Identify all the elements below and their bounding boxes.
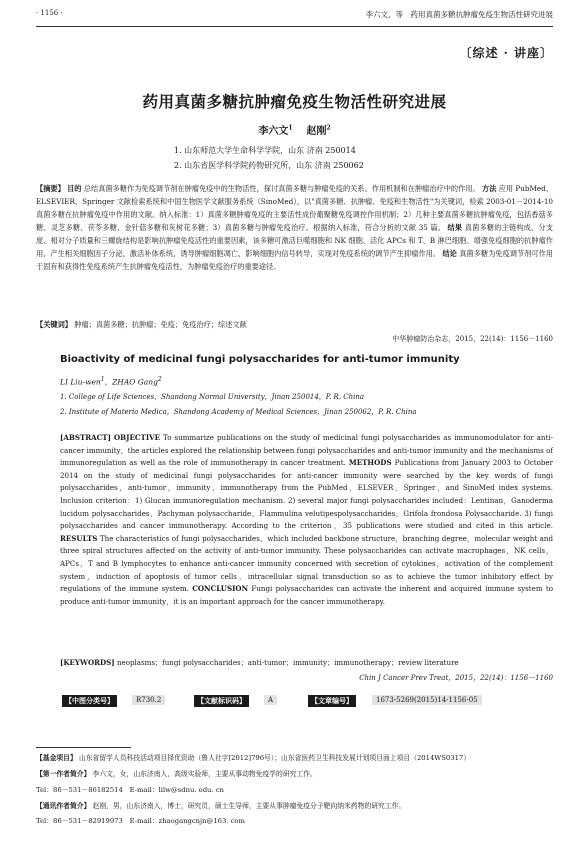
- footnote-corresponding: [36, 800, 553, 810]
- doc-code-label: 【文献标识码】: [194, 695, 249, 707]
- corresponding-contact: Tel：86－531－82919973 E-mail：zhaogangcnjn@163. com: [36, 817, 245, 825]
- classification-bar: [62, 693, 552, 707]
- author-2: 赵刚: [306, 126, 327, 137]
- author-2-sup: 2: [326, 124, 331, 132]
- article-no-label: 【文章编号】: [308, 695, 356, 707]
- footnote-first-author: [36, 768, 553, 778]
- keywords-cn-text: 肿瘤；真菌多糖；抗肿瘤；免疫；免疫治疗；综述文献: [74, 320, 247, 329]
- english-author-sep: ，: [104, 377, 113, 387]
- results-text: The characteristics of fungi polysaccharides，which included backbone structure，branching degree，molecular weight and three spiral structures affected on the activity of anti-tumor immunity. These polysaccharides can activate macrophages，NK cells，APCs，T and B lymphocytes to enhance anti-cancer immunity concerned with secretion of cytokines，activation of the complement system，induction of apoptosis of tumor cells，intracellular signal transduction so as to achieve the tumor inhibitory effect by regulations of the immune system.: [60, 533, 553, 594]
- footnote-fund: [36, 752, 553, 762]
- purpose-text: 总结真菌多糖作为免疫调节剂在肿瘤免疫中的生物活性，探讨真菌多糖与肿瘤免疫的关系、作用机制和在肿瘤治疗中的作用。: [83, 184, 480, 193]
- abstract-cn: [36, 182, 553, 273]
- corresponding-label: 【通讯作者简介】: [36, 802, 91, 810]
- conclusion-en-label: CONCLUSION: [192, 584, 249, 594]
- page-number: · 1156 ·: [36, 9, 63, 17]
- column-label: 〔综述 · 讲座〕: [459, 46, 553, 60]
- purpose-label: 目的: [67, 184, 82, 193]
- results-label: RESULTS: [60, 533, 98, 543]
- abstract-en: [60, 432, 553, 608]
- first-author-contact: Tel：86－531－86182514 E-mail：lilw@sdnu. edu. cn: [36, 786, 224, 794]
- english-author-2-sup: 2: [157, 376, 162, 383]
- authors: [36, 122, 553, 137]
- objective-label: OBJECTIVE: [113, 433, 161, 442]
- page-header: [36, 0, 553, 27]
- english-title: Bioactivity of medicinal fungi polysaccharides for anti-tumor immunity: [60, 354, 460, 365]
- citation-en: Chin J Cancer Prev Treat，2015，22(14)：1156－1160: [359, 674, 553, 682]
- article-title: 药用真菌多糖抗肿瘤免疫生物活性研究进展: [142, 93, 447, 111]
- conclusion-en-text: Fungi polysaccharides can activate the inherent and acquired immune system to produce anti-tumor immunity，it is an important approach for the cancer immunotherapy.: [60, 584, 553, 606]
- citation-cn: 中华肿瘤防治杂志，2015，22(14)：1156－1160: [392, 335, 553, 343]
- running-head: 李六文，等 药用真菌多糖抗肿瘤免疫生物活性研究进展: [365, 10, 553, 19]
- conclusion-text: 真菌多糖为免疫调节剂可作用于固有和获得性免疫系统产生抗肿瘤免疫活性，为肿瘤免疫治疗的重要途径。: [36, 249, 553, 271]
- methods-text: Publications from January 2003 to October 2014 on the study of medicinal fungi polysaccharides for anti-cancer immunity were searched by the key words of fungi polysaccharides，anti-tumor，immunity，immunotherapy from the PubMed，ELSEVER，Springer，and SinoMed index systems. Inclusion criterion：1) Glucan immunoregulation mechanism. 2) several major fungi polysaccharides included：Lentinan，Ganoderma lucidum polysaccharides，Pachyman polysaccharide，Flammulina velutipespolysaccharides，Grifola frondosa Polysaccharide. 3) fungi polysaccharides and cancer immunotherapy. According to the criterion，35 publications were studied and cited in this article.: [60, 458, 553, 531]
- keywords-cn: [36, 320, 553, 330]
- fund-label: 【基金项目】: [36, 754, 77, 762]
- english-authors: [60, 376, 162, 388]
- corresponding-text: 赵刚，男，山东济南人，博士，研究员，硕士生导师，主要从事肿瘤免疫分子靶向纳米药物的研究工作。: [92, 802, 406, 810]
- author-1: 李六文: [258, 126, 289, 137]
- abstract-en-label: [ABSTRACT]: [60, 433, 111, 442]
- english-affiliation-2: 2. Institute of Materia Medica，Shandong Academy of Medical Sciences，Jinan 250062，P. R. China: [60, 408, 417, 416]
- affiliation-2: 2. 山东省医学科学院药物研究所，山东 济南 250062: [174, 161, 364, 170]
- english-author-2: ZHAO Gang: [112, 377, 158, 387]
- english-affiliation-1: 1. College of Life Sciences，Shandong Normal University，Jinan 250014，P. R. China: [60, 393, 365, 401]
- result-label: 结果: [447, 223, 463, 232]
- footnote-divider: [36, 747, 131, 748]
- clc-label: 【中图分类号】: [62, 695, 117, 707]
- english-author-1: LI Liu-wen: [60, 377, 101, 387]
- first-author-text: 李六文，女，山东济南人，高级实验师，主要从事动物免疫学的研究工作。: [92, 770, 317, 778]
- conclusion-label: 结论: [442, 249, 457, 258]
- method-text: 应用 PubMed、ELSEVIER、Springer 文献检索系统和中国生物医学文献服务系统（SinoMed），以"真菌多糖、抗肿瘤、免疫和生物活性"为关键词，检索 2003-01－2014-10 真菌多糖在抗肿瘤免疫中作用的文献。纳入标准：1）真菌多糖肿瘤免疫的主要活性成份葡聚糖免疫调控作用机制；2）几种主要真菌多糖抗肿瘤免疫，包括香菇多糖、灵芝多糖、茯苓多糖、金针菇多糖和灰树花多糖；3）真菌多糖与肿瘤免疫治疗。根据纳入标准，符合分析的文献 35 篇。: [36, 184, 553, 232]
- objective-text: To summarize publications on the study of medicinal fungi polysaccharides as immunomodulator for anti-cancer immunity，the articles explored the relationship between fungi polysaccharides and anti-tumor immunity and the mechanisms of immunoregulation as well as the role of immunotherapy in cancer treatment.: [60, 433, 553, 468]
- keywords-en: [60, 658, 553, 668]
- clc-value: R730.2: [132, 695, 165, 705]
- first-author-label: 【第一作者简介】: [36, 770, 91, 778]
- author-1-sup: 1: [288, 124, 293, 132]
- methods-label: METHODS: [348, 458, 392, 468]
- english-author-1-sup: 1: [100, 376, 105, 383]
- affiliation-1: 1. 山东师范大学生命科学学院，山东 济南 250014: [174, 146, 356, 155]
- keywords-en-text: neoplasms；fungi polysaccharides；anti-tumor；immunity；immunotherapy；review literature: [116, 658, 459, 667]
- keywords-cn-label: 【关键词】: [36, 320, 72, 329]
- abstract-cn-label: 【摘要】: [36, 184, 65, 193]
- method-label: 方法: [482, 184, 497, 193]
- article-no-value: 1673-5269(2015)14-1156-05: [372, 695, 482, 705]
- keywords-en-label: [KEYWORDS]: [60, 658, 115, 667]
- result-text: 真菌多糖的主链构成、分支度、相对分子质量和三螺旋结构是影响抗肿瘤免疫活性的重要因素，该多糖可激活巨噬细胞和 NK 细胞、活化 APCs 和 T、B 淋巴细胞、增强免疫细胞的抗肿瘤作用，产生相关细胞因子分泌，激活补体系统，诱导肿瘤细胞凋亡，影响细胞内信号转导，实现对免疫系统的调节产生抑瘤作用。: [36, 223, 553, 258]
- fund-text: 山东省留学人员科技活动项目择优资助（鲁人社字[2012]796号）；山东省医药卫生科技发展计划项目面上项目（2014WS0317）: [78, 754, 471, 762]
- doc-code-value: A: [264, 695, 277, 705]
